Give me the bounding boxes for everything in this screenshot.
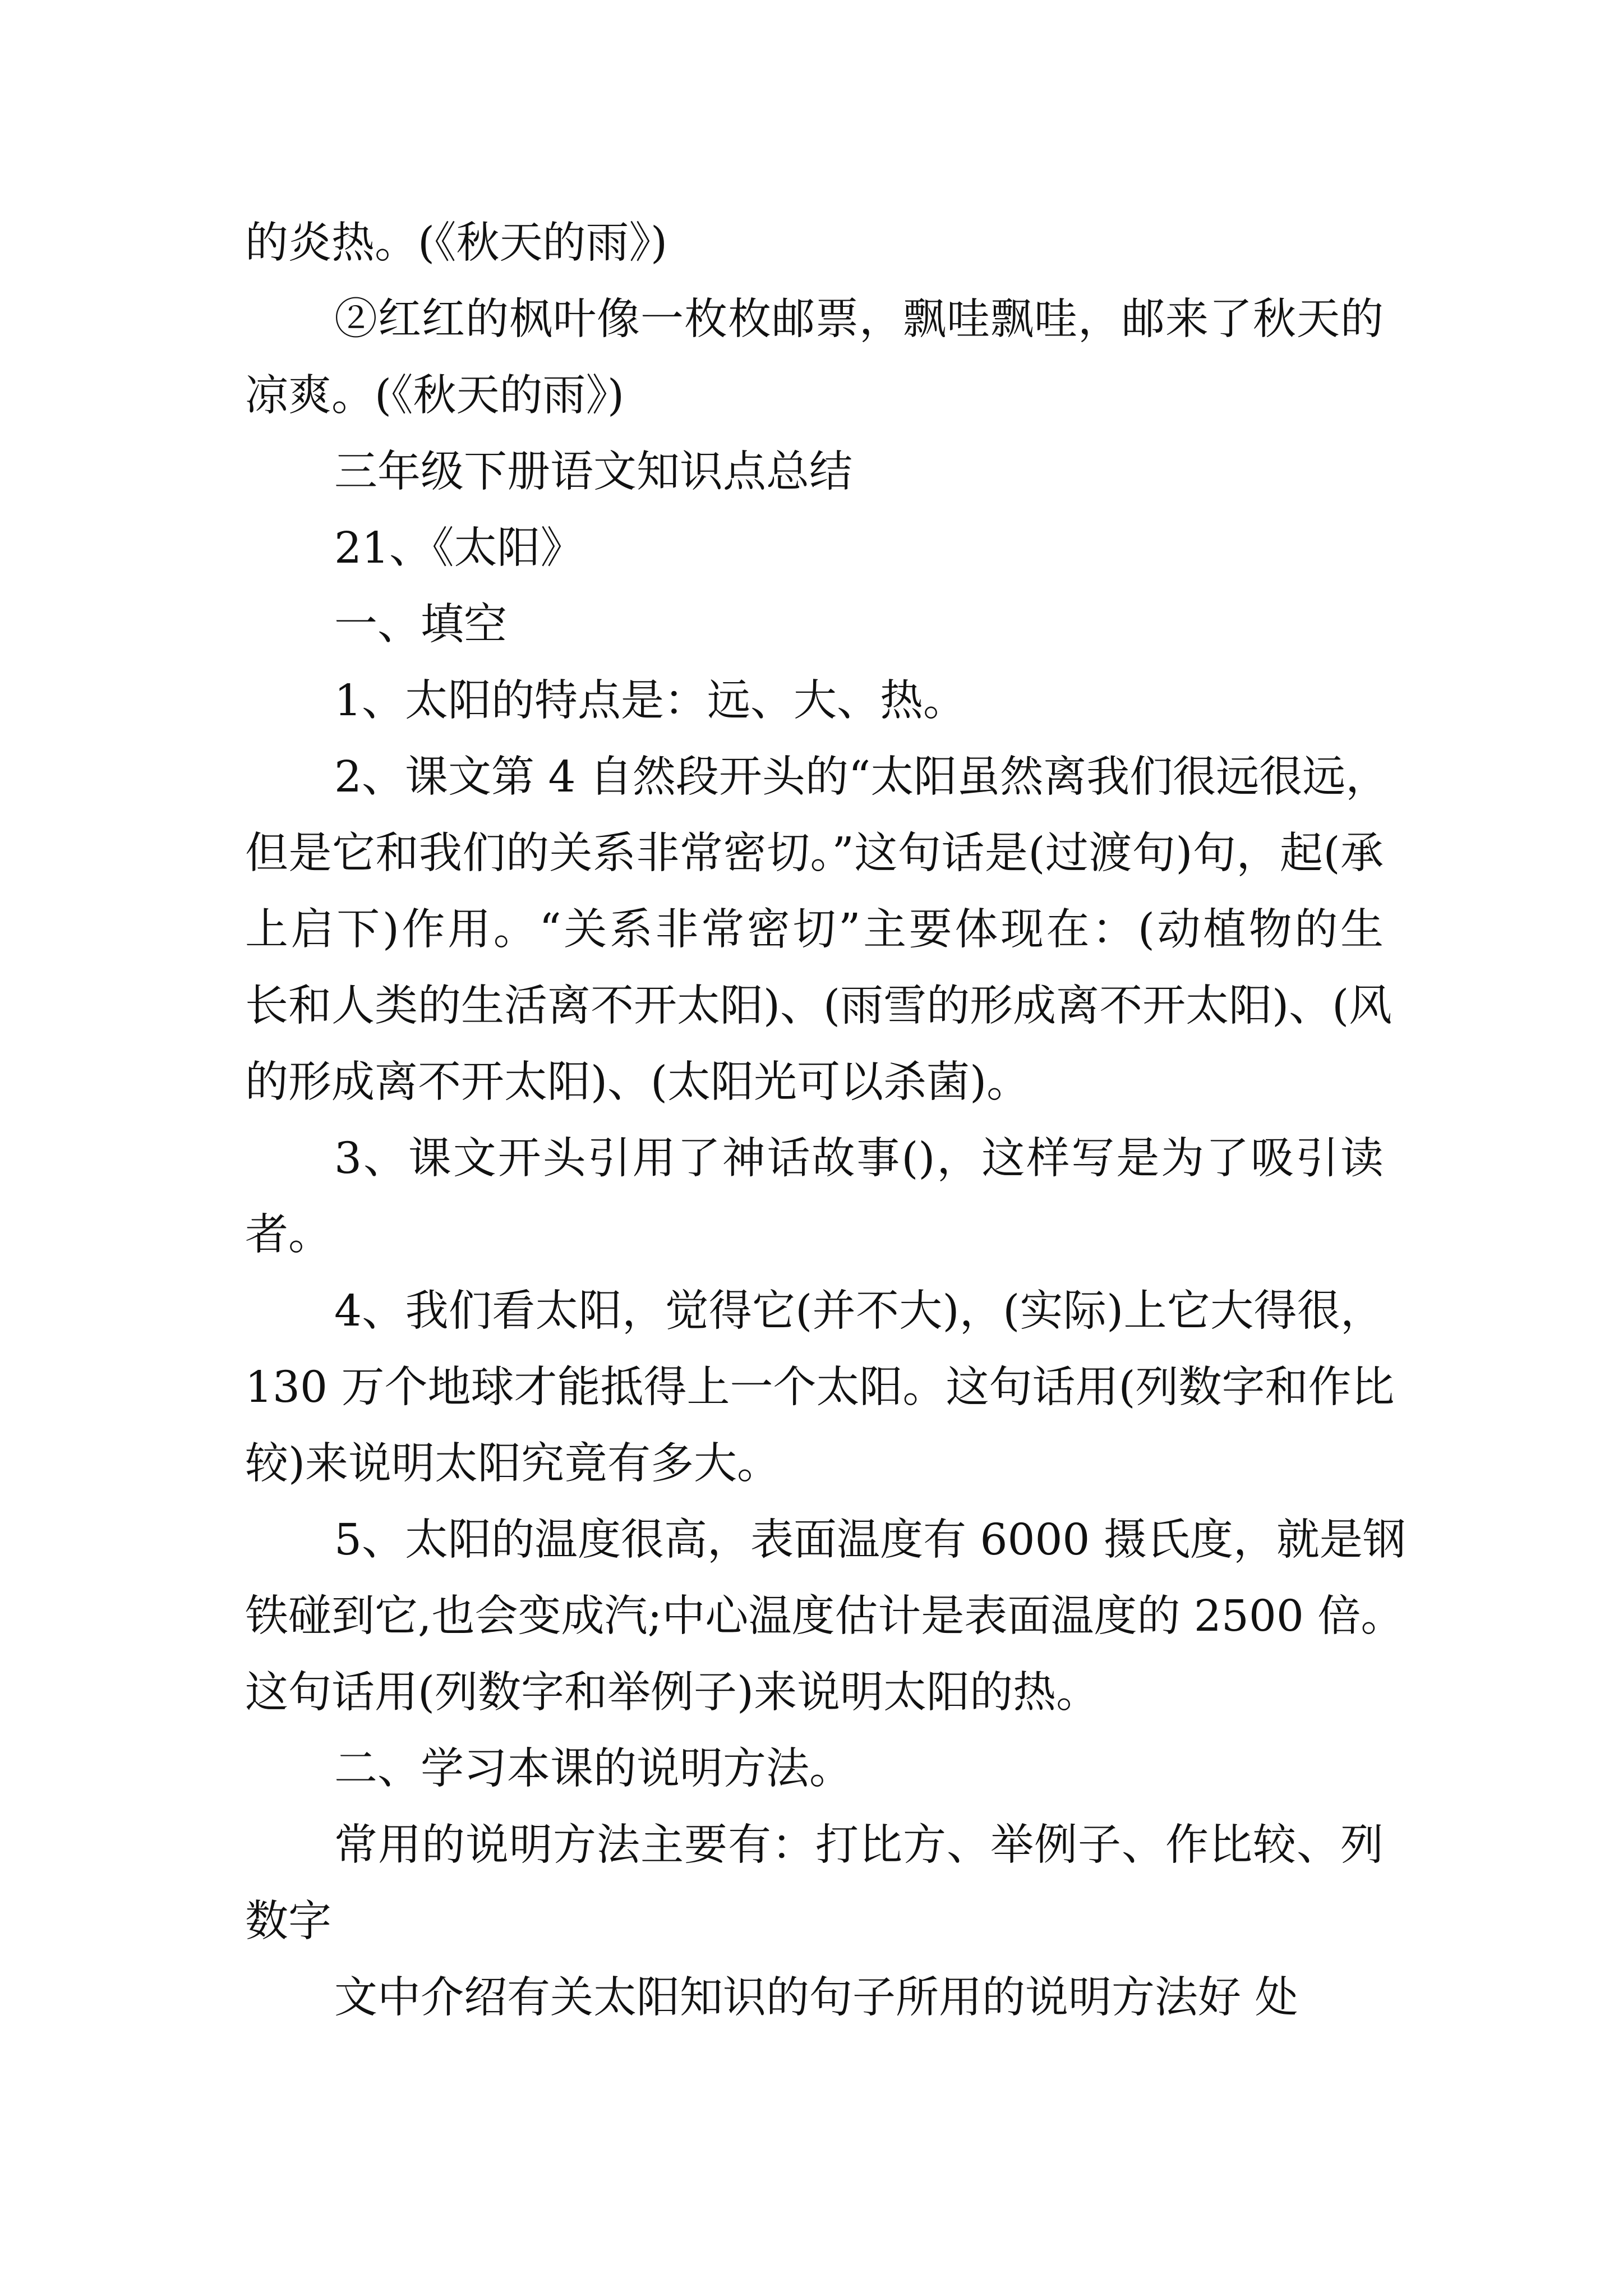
text-line: 的炎热。(《秋天的雨》) (245, 218, 668, 268)
section-heading: 二、学习本课的说明方法。 (334, 1744, 852, 1794)
text-line: 较)来说明太阳究竟有多大。 (245, 1439, 781, 1489)
text-line: 铁碰到它,也会变成汽;中心温度估计是表面温度的 2500 倍。 (245, 1591, 1404, 1641)
text-line: 5、太阳的温度很高，表面温度有 6000 摄氏度，就是钢 (334, 1515, 1406, 1565)
text-line: 但是它和我们的关系非常密切。”这句话是(过渡句)句，起(承 (245, 829, 1384, 878)
text-line: 文中介绍有关太阳知识的句子所用的说明方法好 处 (334, 1973, 1298, 2023)
text-line: 的形成离不开太阳)、(太阳光可以杀菌)。 (245, 1057, 1030, 1107)
text-line: 上启下)作用。“关系非常密切”主要体现在：(动植物的生 (245, 905, 1384, 955)
text-line: 凉爽。(《秋天的雨》) (245, 371, 625, 421)
text-line: 者。 (245, 1210, 331, 1260)
text-line: 4、我们看太阳，觉得它(并不大)，(实际)上它大得很， (334, 1286, 1384, 1336)
section-title: 三年级下册语文知识点总结 (334, 447, 852, 497)
text-line: ②红红的枫叶像一枚枚邮票，飘哇飘哇，邮来了秋天的 (334, 295, 1384, 344)
section-heading: 一、填空 (334, 600, 507, 650)
text-line: 这句话用(列数字和举例子)来说明太阳的热。 (245, 1668, 1100, 1718)
text-line: 常用的说明方法主要有：打比方、举例子、作比较、列 (334, 1820, 1384, 1870)
lesson-title: 21、《太阳》 (334, 523, 584, 573)
text-line: 3、课文开头引用了神话故事()，这样写是为了吸引读 (334, 1134, 1384, 1184)
text-line: 2、课文第 4 自然段开头的“太阳虽然离我们很远很远， (334, 752, 1389, 802)
text-line: 数字 (245, 1897, 331, 1947)
text-line: 1、太阳的特点是：远、大、热。 (334, 676, 966, 726)
text-line: 130 万个地球才能抵得上一个太阳。这句话用(列数字和作比 (245, 1363, 1395, 1412)
text-line: 长和人类的生活离不开太阳)、(雨雪的形成离不开太阳)、(风 (245, 981, 1393, 1031)
